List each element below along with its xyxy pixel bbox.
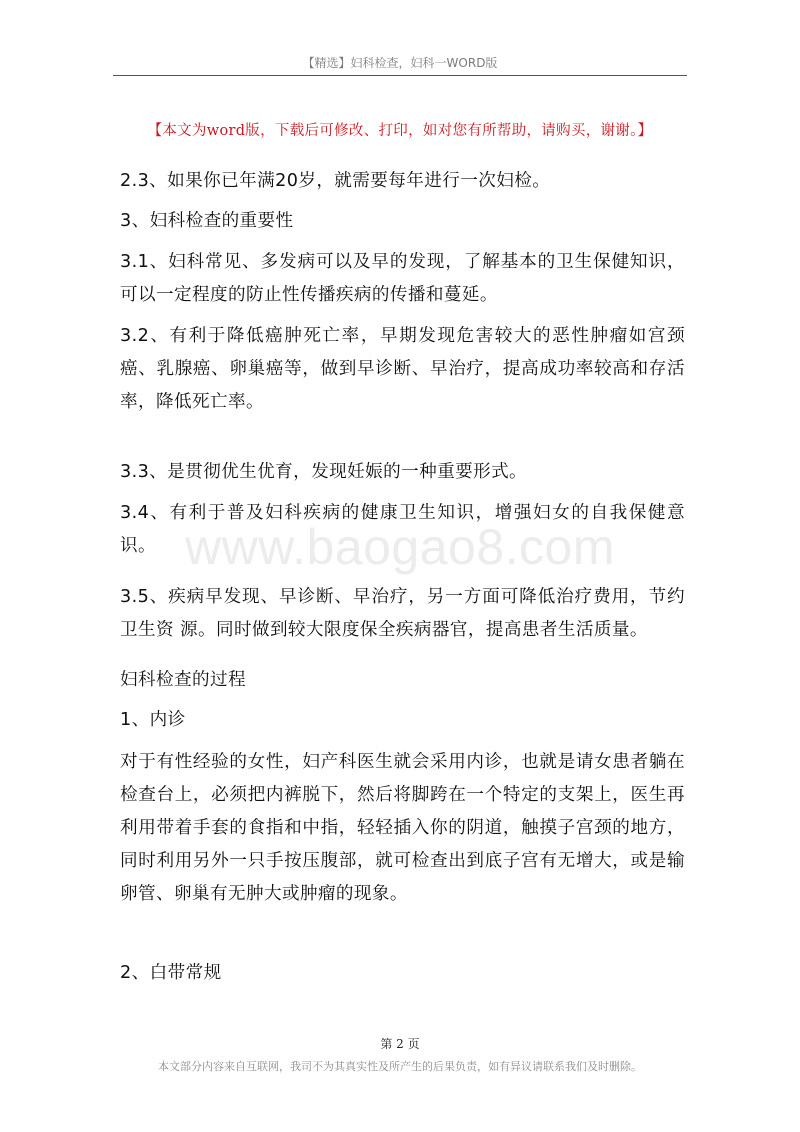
paragraph-3-4: 3.4、有利于普及妇科疾病的健康卫生知识，增强妇女的自我保健意识。 <box>120 503 685 556</box>
paragraph-3-1: 3.1、妇科常见、多发病可以及早的发现，了解基本的卫生保健知识，可以一定程度的防止性传播疾病的传播和蔓延。 <box>120 252 685 305</box>
watermark: www.baogao8.com <box>185 519 615 575</box>
page-number: 第 2 页 <box>380 1037 420 1051</box>
paragraph-internal-exam: 对于有性经验的女性，妇产科医生就会采用内诊，也就是请女患者躺在检查台上，必须把内裤脱下，然后将脚跨在一个特定的支架上，医生再利用带着手套的食指和中指，轻轻插入你的阴道，触摸子宫颈的地方，同时利用另外一只手按压腹部，就可检查出到底子宫有无增大，或是输卵管、卵巢有无肿大或肿瘤的现象。 <box>120 752 685 904</box>
header-divider <box>113 75 687 76</box>
paragraph-3-2: 3.2、有利于降低癌肿死亡率，早期发现危害较大的恶性肿瘤如宫颈癌、乳腺癌、卵巢癌等，做到早诊断、早治疗，提高成功率较高和存活率，降低死亡率。 <box>120 326 685 412</box>
heading-importance: 3、妇科检查的重要性 <box>120 211 294 231</box>
paragraph-2-3: 2.3、如果你已年满20岁，就需要每年进行一次妇检。 <box>120 171 551 191</box>
paragraph-3-5: 3.5、疾病早发现、早诊断、早治疗，另一方面可降低治疗费用，节约卫生资 源。同时做到较大限度保全疾病器官，提高患者生活质量。 <box>120 587 685 640</box>
footer-disclaimer: 本文部分内容来自互联网，我司不为其真实性及所产生的后果负责，如有异议请联系我们及时删除。 <box>158 1060 642 1073</box>
page-header-title: 【精选】妇科检查，妇科一WORD版 <box>302 56 498 70</box>
word-version-notice: 【本文为word版，下载后可修改、打印，如对您有所帮助，请购买，谢谢。】 <box>147 123 653 139</box>
heading-exam-process: 妇科检查的过程 <box>120 670 246 690</box>
paragraph-3-3: 3.3、是贯彻优生优育，发现妊娠的一种重要形式。 <box>120 462 528 482</box>
heading-leucorrhea-routine: 2、白带常规 <box>120 963 222 983</box>
heading-internal-exam: 1、内诊 <box>120 710 186 730</box>
